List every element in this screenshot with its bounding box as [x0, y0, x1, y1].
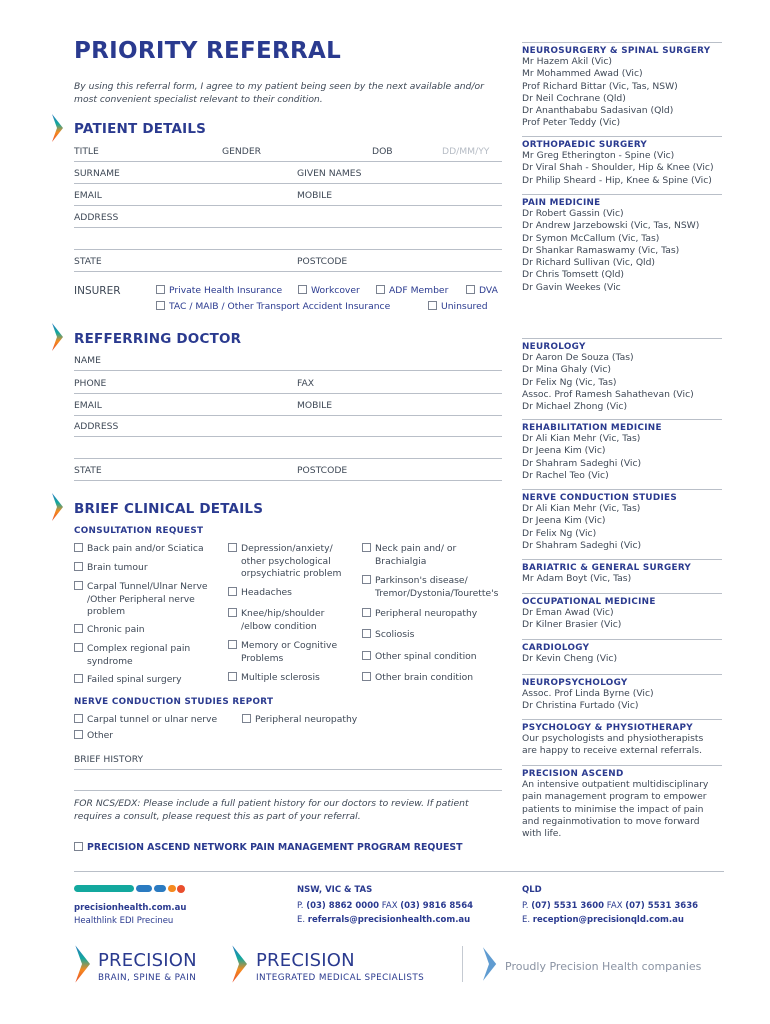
doctor-phone-label: PHONE	[74, 378, 107, 389]
specialist-line: Prof Peter Teddy (Vic)	[522, 117, 621, 129]
doctor-postcode-label: POSTCODE	[297, 465, 348, 476]
consult-option[interactable]: Knee/hip/shoulder /elbow condition	[228, 608, 350, 633]
specialist-line: Dr Robert Gassin (Vic)	[522, 208, 624, 219]
history-field-line[interactable]	[74, 769, 502, 770]
precision-brain-logo-icon	[72, 944, 92, 984]
precision-ims-logo-icon	[229, 944, 249, 984]
specialty-heading: ORTHOPAEDIC SURGERY	[522, 140, 648, 150]
insurer-dva-checkbox[interactable]: DVA	[466, 285, 498, 296]
page-title: PRIORITY REFERRAL	[74, 38, 342, 64]
insurer-label: INSURER	[74, 285, 121, 297]
chevron-logo-icon	[50, 322, 64, 352]
doctor-state-field-line[interactable]	[74, 480, 502, 481]
consultation-request-heading: CONSULTATION REQUEST	[74, 526, 204, 536]
specialty-heading: PAIN MEDICINE	[522, 198, 601, 208]
consult-option[interactable]: Multiple sclerosis	[228, 672, 358, 685]
specialty-heading: CARDIOLOGY	[522, 643, 590, 653]
insurer-private-checkbox[interactable]: Private Health Insurance	[156, 285, 282, 296]
specialist-line: Dr Felix Ng (Vic, Tas)	[522, 376, 617, 388]
mobile-label: MOBILE	[297, 190, 333, 201]
doctor-address-field-line[interactable]	[74, 436, 502, 437]
specialist-line: Dr Philip Sheard - Hip, Knee & Spine (Vic)	[522, 174, 712, 186]
qld-heading: QLD	[522, 885, 542, 895]
specialist-line: are happy to receive external referrals.	[522, 745, 703, 757]
doctor-email-label: EMAIL	[74, 400, 102, 411]
specialty-block	[522, 423, 727, 482]
qld-email[interactable]: reception@precisionqld.com.au	[532, 915, 684, 925]
patient-details-heading: PATIENT DETAILS	[74, 121, 207, 137]
specialty-heading: PRECISION ASCEND	[522, 769, 624, 779]
specialist-line: Dr Rachel Teo (Vic)	[522, 469, 609, 481]
nsw-heading: NSW, VIC & TAS	[297, 885, 373, 895]
email-label: EMAIL	[74, 190, 102, 201]
divider	[522, 719, 722, 720]
chevron-logo-icon	[50, 492, 64, 522]
specialty-block	[522, 769, 727, 840]
specialty-heading: REHABILITATION MEDICINE	[522, 423, 662, 433]
specialist-line: Dr Ananthababu Sadasivan (Qld)	[522, 105, 674, 117]
consult-option[interactable]: Other spinal condition	[362, 651, 502, 664]
specialty-block	[522, 643, 727, 665]
specialist-line: Dr Andrew Jarzebowski (Vic, Tas, NSW)	[522, 220, 700, 232]
specialist-line: Assoc. Prof Ramesh Sahathevan (Vic)	[522, 388, 694, 400]
nsw-fax[interactable]: (03) 9816 8564	[400, 901, 474, 911]
divider	[522, 419, 722, 420]
doctor-phone-field-line[interactable]	[74, 393, 502, 394]
nsw-email[interactable]: referrals@precisionhealth.com.au	[307, 915, 471, 925]
consult-option[interactable]: Other brain condition	[362, 672, 502, 685]
divider	[522, 674, 722, 675]
title-field-line[interactable]	[74, 161, 502, 162]
specialist-line: Mr Greg Etherington - Spine (Vic)	[522, 150, 675, 161]
specialist-line: Dr Symon McCallum (Vic, Tas)	[522, 232, 660, 244]
insurer-tac-checkbox[interactable]: TAC / MAIB / Other Transport Accident Insurance	[156, 301, 390, 312]
doctor-name-label: NAME	[74, 355, 101, 366]
doctor-fax-label: FAX	[297, 378, 315, 389]
footer-vertical-divider	[462, 946, 463, 982]
specialist-line: Dr Eman Awad (Vic)	[522, 607, 614, 618]
gender-label: GENDER	[222, 146, 262, 157]
footer-divider	[74, 871, 724, 872]
specialist-line: Dr Mina Ghaly (Vic)	[522, 364, 611, 376]
specialty-heading: OCCUPATIONAL MEDICINE	[522, 597, 656, 607]
postcode-label: POSTCODE	[297, 256, 348, 267]
specialist-line: Dr Kilner Brasier (Vic)	[522, 619, 622, 631]
proudly-text: Proudly Precision Health companies	[505, 960, 702, 973]
dob-label: DOB	[372, 146, 393, 157]
specialty-block	[522, 46, 727, 130]
brand2-name: PRECISION	[256, 950, 355, 971]
specialist-line: and regainmotivation to move forward	[522, 815, 700, 827]
consult-option[interactable]: Headaches	[228, 587, 358, 600]
email-field-line[interactable]	[74, 205, 502, 206]
insurer-uninsured-checkbox[interactable]: Uninsured	[428, 301, 488, 312]
specialist-line: Dr Shahram Sadeghi (Vic)	[522, 457, 642, 469]
history-field-line-2[interactable]	[74, 790, 502, 791]
specialist-line: Assoc. Prof Linda Byrne (Vic)	[522, 688, 654, 699]
specialist-line: patients to minimise the impact of pain	[522, 803, 704, 815]
nsw-email-line: E. referrals@precisionhealth.com.au	[297, 915, 471, 925]
doctor-mobile-label: MOBILE	[297, 400, 333, 411]
doctor-email-field-line[interactable]	[74, 415, 502, 416]
divider	[522, 42, 722, 43]
specialist-line: pain management program to empower	[522, 791, 707, 803]
divider	[522, 489, 722, 490]
specialist-line: Dr Ali Kian Mehr (Vic, Tas)	[522, 503, 641, 514]
brand1-sub: BRAIN, SPINE & PAIN	[98, 973, 197, 983]
consult-option[interactable]: Scoliosis	[362, 629, 502, 642]
specialist-line: An intensive outpatient multidisciplinary	[522, 779, 709, 790]
specialist-line: Dr Ali Kian Mehr (Vic, Tas)	[522, 433, 641, 444]
specialty-block	[522, 723, 727, 758]
chevron-logo-icon	[50, 113, 64, 143]
referring-doctor-heading: REFFERRING DOCTOR	[74, 331, 242, 347]
specialist-line: Dr Chris Tomsett (Qld)	[522, 269, 625, 281]
specialist-line: Dr Felix Ng (Vic)	[522, 527, 597, 539]
ncs-report-heading: NERVE CONDUCTION STUDIES REPORT	[74, 697, 274, 707]
specialty-heading: PSYCHOLOGY & PHYSIOTHERAPY	[522, 723, 693, 733]
specialty-heading: NEUROSURGERY & SPINAL SURGERY	[522, 46, 711, 56]
consult-option[interactable]: Neck pain and/ or Brachialgia	[362, 543, 467, 568]
specialty-block	[522, 563, 727, 585]
specialty-block	[522, 678, 727, 713]
specialist-line: Dr Richard Sullivan (Vic, Qld)	[522, 257, 656, 269]
specialty-heading: NERVE CONDUCTION STUDIES	[522, 493, 677, 503]
specialist-line: Dr Gavin Weekes (Vic	[522, 281, 621, 293]
website-link[interactable]: precisionhealth.com.au	[74, 903, 187, 913]
doctor-address-field-line-2[interactable]	[74, 458, 502, 459]
consult-option[interactable]: Chronic pain	[74, 624, 224, 637]
specialty-heading: BARIATRIC & GENERAL SURGERY	[522, 563, 692, 573]
healthlink-text: Healthlink EDI Precineu	[74, 916, 174, 926]
specialty-heading: NEUROLOGY	[522, 342, 586, 352]
address-field-line[interactable]	[74, 227, 502, 228]
specialist-line: Dr Aaron De Souza (Tas)	[522, 352, 634, 363]
consult-option[interactable]: Parkinson's disease/ Tremor/Dystonia/Tourette's	[362, 575, 502, 600]
specialty-block	[522, 493, 727, 552]
consult-option[interactable]: Failed spinal surgery	[74, 674, 224, 687]
specialist-line: Dr Viral Shah - Shoulder, Hip & Knee (Vic)	[522, 162, 714, 174]
title-label: TITLE	[74, 146, 99, 157]
qld-phone[interactable]: (07) 5531 3600	[531, 901, 605, 911]
specialist-line: Prof Richard Bittar (Vic, Tas, NSW)	[522, 80, 678, 92]
address-label: ADDRESS	[74, 212, 119, 223]
qld-email-line: E. reception@precisionqld.com.au	[522, 915, 684, 925]
specialist-line: Dr Michael Zhong (Vic)	[522, 401, 628, 413]
specialist-line: Mr Hazem Akil (Vic)	[522, 56, 612, 67]
brand2-sub: INTEGRATED MEDICAL SPECIALISTS	[256, 973, 425, 983]
precision-health-logo-icon	[480, 946, 498, 982]
specialty-heading: NEUROPSYCHOLOGY	[522, 678, 628, 688]
specialty-block	[522, 342, 727, 413]
specialist-line: Dr Neil Cochrane (Qld)	[522, 92, 626, 104]
specialist-line: Dr Shankar Ramaswamy (Vic, Tas)	[522, 244, 680, 256]
specialist-line: with life.	[522, 828, 562, 840]
specialist-line: Mr Mohammed Awad (Vic)	[522, 68, 643, 80]
ncs-note: FOR NCS/EDX: Please include a full patient history for our doctors to review. If patient requires a consult, please request this as part of your referral.	[74, 798, 469, 822]
address-field-line-2[interactable]	[74, 249, 502, 250]
brand-color-bar	[74, 885, 184, 893]
surname-label: SURNAME	[74, 168, 120, 179]
specialist-line: Dr Shahram Sadeghi (Vic)	[522, 539, 642, 551]
consult-option[interactable]: Depression/anxiety/ other psychological orpsychiatric problem	[228, 543, 358, 581]
given-names-label: GIVEN NAMES	[297, 168, 362, 179]
consult-option[interactable]: Memory or Cognitive Problems	[228, 640, 346, 665]
ascend-request-checkbox[interactable]: PRECISION ASCEND NETWORK PAIN MANAGEMENT PROGRAM REQUEST	[74, 842, 463, 853]
doctor-address-label: ADDRESS	[74, 421, 119, 432]
dob-placeholder[interactable]: DD/MM/YY	[442, 146, 490, 157]
specialist-line: Dr Jeena Kim (Vic)	[522, 445, 606, 457]
surname-field-line[interactable]	[74, 183, 502, 184]
consult-option[interactable]: Carpal Tunnel/Ulnar Nerve /Other Peripheral nerve problem	[74, 581, 222, 619]
specialty-block	[522, 140, 727, 187]
specialist-line: Mr Adam Boyt (Vic, Tas)	[522, 573, 632, 584]
specialty-block	[522, 198, 727, 294]
qld-phone-line: P. (07) 5531 3600 FAX (07) 5531 3636	[522, 901, 699, 911]
specialist-line: Dr Christina Furtado (Vic)	[522, 700, 639, 712]
consult-option[interactable]: Brain tumour	[74, 562, 224, 575]
specialist-line: Dr Jeena Kim (Vic)	[522, 515, 606, 527]
brief-history-label: BRIEF HISTORY	[74, 754, 144, 765]
divider	[522, 194, 722, 195]
ncs-option-carpal[interactable]: Carpal tunnel or ulnar nerve	[74, 714, 217, 727]
nsw-phone[interactable]: (03) 8862 0000	[306, 901, 380, 911]
doctor-name-field-line[interactable]	[74, 370, 502, 371]
divider	[522, 559, 722, 560]
divider	[522, 639, 722, 640]
specialist-line: Our psychologists and physiotherapists	[522, 733, 704, 744]
specialist-line: Dr Kevin Cheng (Vic)	[522, 653, 618, 664]
state-field-line[interactable]	[74, 271, 502, 272]
brand1-name: PRECISION	[98, 950, 197, 971]
divider	[522, 593, 722, 594]
insurer-workcover-checkbox[interactable]: Workcover	[298, 285, 360, 296]
intro-text: By using this referral form, I agree to my patient being seen by the next available and/or most convenient specialist relevant to their condition.	[74, 81, 484, 105]
clinical-details-heading: BRIEF CLINICAL DETAILS	[74, 501, 264, 517]
divider	[522, 136, 722, 137]
consult-option[interactable]: Back pain and/or Sciatica	[74, 543, 224, 556]
doctor-state-label: STATE	[74, 465, 102, 476]
divider	[522, 338, 722, 339]
ncs-option-neuropathy[interactable]: Peripheral neuropathy	[242, 714, 357, 727]
insurer-adf-checkbox[interactable]: ADF Member	[376, 285, 448, 296]
specialty-block	[522, 597, 727, 632]
nsw-phone-line: P. (03) 8862 0000 FAX (03) 9816 8564	[297, 901, 474, 911]
divider	[522, 765, 722, 766]
consult-option[interactable]: Peripheral neuropathy	[362, 608, 502, 621]
ncs-option-other[interactable]: Other	[74, 730, 113, 743]
qld-fax[interactable]: (07) 5531 3636	[625, 901, 699, 911]
state-label: STATE	[74, 256, 102, 267]
consult-option[interactable]: Complex regional pain syndrome	[74, 643, 194, 668]
